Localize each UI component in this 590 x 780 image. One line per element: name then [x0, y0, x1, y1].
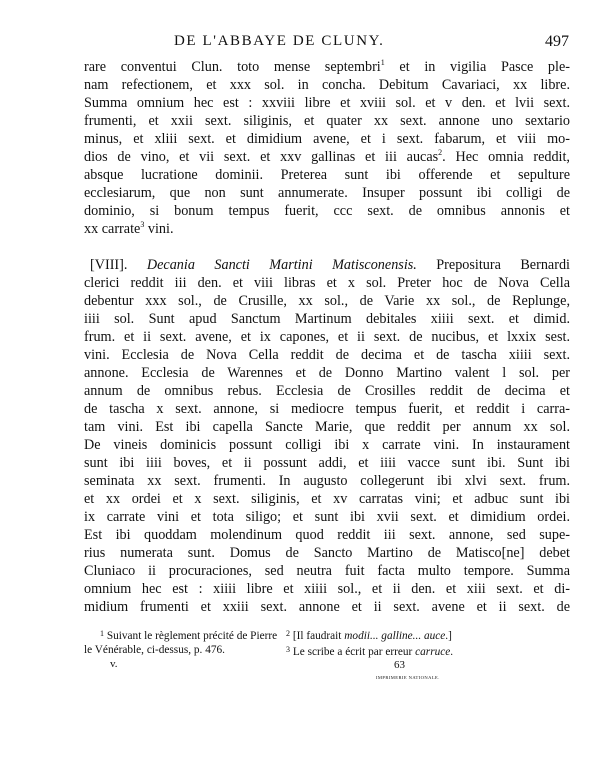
text-line: frumenti, et xxii sext. siliginis, et quater xx sext. annone uno sextario	[84, 113, 570, 129]
text-line: xx carrate$^3$ vini.	[84, 220, 174, 237]
text-line: seminata xx sext. frumenti. In augusto collegerunt ibi xlvi sext. frum.	[84, 473, 570, 489]
text-line: dios de vino, et vii sext. et xxv gallinas et iii aucas$^2$. Hec omnia reddit,	[84, 148, 570, 165]
section-heading: Decania Sancti Martini Matisconensis.	[146, 257, 417, 273]
text-line: de tascha x sext. annone, si mediocre tempus fuerit, et reddit i carra-	[84, 401, 570, 417]
text-line: Summa omnium hec est : xxviii libre et xviii sol. et v den. et lvii sext.	[84, 95, 570, 111]
signature-mark: v.	[110, 658, 118, 670]
text-line: [VIII]. Decania Sancti Martini Matisconensis. Prepositura Bernardi	[90, 257, 570, 273]
text-line: clerici reddit iii den. et viii libras et x sol. Preter hoc de Nova Cella	[84, 275, 570, 291]
text-line: annone. Ecclesia de Warennes et de Donno Martino valent l sol. per	[84, 365, 570, 381]
text-line: iiii sol. Sunt apud Sanctum Martinum debitales xiiii sext. et dimid.	[84, 311, 570, 327]
footnote-ref: 3	[140, 220, 145, 229]
text-line: rare conventui Clun. toto mense septembri$^1$ et in vigilia Pasce ple-	[84, 58, 570, 75]
text-line: Est ibi quoddam molendinum quod reddit iii sext. annone, sed supe-	[84, 527, 570, 543]
text-line: Cluniaco ii procuraciones, sed neutra fuit facta multo tempore. Summa	[84, 563, 570, 579]
text-line: omnium hec est : xiiii libre et xiiii sol., et ii den. et xiii sext. et di-	[84, 581, 570, 597]
page-number: 497	[545, 33, 569, 50]
text-line: nam refectionem, et xxx sol. in concha. Debitum Cavariaci, xx libre.	[84, 77, 570, 93]
printer-line: IMPRIMERIE NATIONALE.	[376, 675, 440, 680]
footnote-1: $^1$ Suivant le règlement précité de Pierre	[100, 629, 278, 642]
text-line: rius numerata sunt. Domus de Sancto Martino de Matisco[ne] debet	[84, 545, 570, 561]
page-header	[84, 33, 584, 53]
section-number: [VIII].	[90, 257, 128, 273]
text-line: De vineis dominicis possunt colligi ibi x carrate vini. In instaurament	[84, 437, 570, 453]
text-line: et xx ordei et x sext. siliginis, et xv carratas vini; et adbuc sunt ibi	[84, 491, 570, 507]
footnote-ref: 1	[380, 58, 385, 67]
text-line: sunt ibi iiii boves, et ii possunt addi, et iiii vacce sunt ibi. Sunt ibi	[84, 455, 570, 471]
text-line: debentur xxx sol., de Crusille, xx sol., de Varie xx sol., de Replunge,	[84, 293, 570, 309]
footnote-ref: 2	[438, 148, 443, 157]
text-line: minus, et xliii sext. et dimidium avene, et i sext. fabarum, et viii mo-	[84, 131, 570, 147]
running-title: DE L'ABBAYE DE CLUNY.	[174, 33, 385, 49]
signature-number: 63	[394, 659, 405, 671]
footnote-2: $^2$ [Il faudrait modii... galline... auce.]	[286, 629, 452, 642]
text-line: midium frumenti et xxiii sext. annone et ii sext. avene et ii sext. de	[84, 599, 570, 615]
text-line: tam vini. Est ibi capella Sancte Marie, que reddit per annum xx sol.	[84, 419, 570, 435]
text-line: dominio, si bonum tempus fuerit, ccc sext. de omnibus annonis et	[84, 203, 570, 219]
text-line: absque lucratione dominii. Preterea sunt ibi offerende et sepulture	[84, 167, 570, 183]
text-line: ecclesiarum, que non sunt annumerate. Insuper possunt ibi colligi de	[84, 185, 570, 201]
footnote-3: $^3$ Le scribe a écrit par erreur carruce.	[286, 645, 454, 658]
text-line: ix carrate vini et tota siligo; et sunt ibi xvii sext. et dimidium ordei.	[84, 509, 570, 525]
footnote-1-continued: le Vénérable, ci-dessus, p. 476.	[84, 644, 225, 656]
text-line: vini. Ecclesia de Nova Cella reddit de decima et de tascha xiiii sext.	[84, 347, 570, 363]
text-line: frum. et ii sext. avene, et ix capones, et ii sext. de nucibus, et lxxix sest.	[84, 329, 570, 345]
text-line: annum de omnibus rebus. Ecclesia de Crosilles reddit de decima et	[84, 383, 570, 399]
